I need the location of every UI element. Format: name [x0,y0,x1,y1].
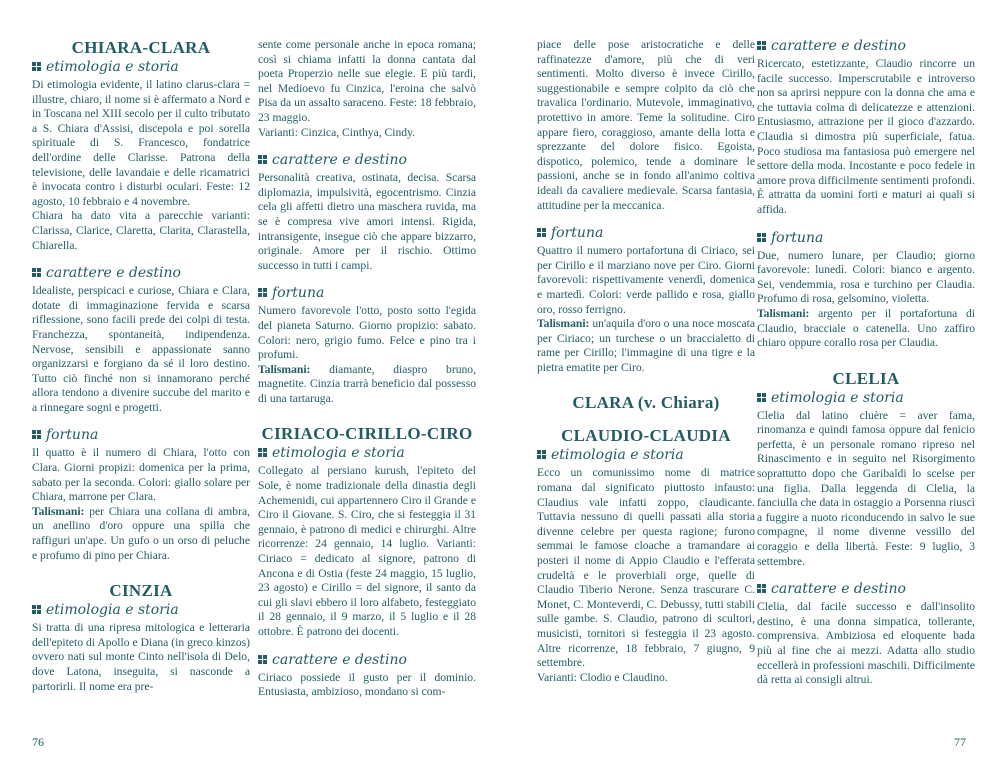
varianti-text: Varianti: Cinzica, Cinthya, Cindy. [258,125,416,139]
etimologia-text: Clelia dal latino cluère = aver fama, rinomanza e quindi famosa oppure dal fenicio perfetta, è un personale romano ripreso nel Rinascimento e in seguito nel Risorgimento soprattutto dopo che Garibaldi lo scelse per una figlia. Dalla leggenda di Clelia, la fanciulla che data in ostaggio a Porsenna riuscì a fuggire a nuoto riconducendo in salvo le sue compagne, il nome divenne vessillo del coraggio e della libertà. Feste: 9 luglio, 3 settembre. [757,408,975,568]
bullet-icon [537,228,546,237]
carattere-text: Ricercato, estetizzante, Claudio rincorre un facile successo. Imperscrutabile e introverso non sa aprirsi neppure con la donna che ama e che tuttavia colma di delicatezze e attenzioni. Entusiasmo, attrazione per il gioco d'azzardo. Claudia si dimostra più superficiale, fatua. Poco studiosa ma fantasiosa può emergere nel settore della moda. Incostante e poco fedele in amore prova difficilmente sentimenti profondi. È attratta da uomini forti e maturi ai quali si affida. [757,57,975,216]
section-heading-etimologia: etimologia e storia [258,445,476,462]
talismani-text: Talismani: diamante, diaspro bruno, magnetite. Cinzia trarrà beneficio dal possesso di una tartaruga. [258,362,476,405]
etimologia-text: Collegato al persiano kurush, l'epiteto del Sole, è nome tradizionale della dinastia degli Achemenidi, cui appartennero Ciro il Grande e Ciro il Giovane. S. Ciro, che si festeggia il 31 gennaio, è patrono di medici e chirurghi. Altre ricorrenze: 24 gennaio, 14 luglio. Varianti: Ciriaco = dedicato al signore, patrono di Ancona e di Ostia (feste 24 maggio, 15 luglio, 23 agosto) e Cirillo = del signore, il santo da cui gli slavi ebbero il loro alfabeto, festeggiato il 28 gennaio, il 9 marzo, il 5 luglio e il 28 ottobre. È patrono dei docenti. [258,464,476,638]
page-number-left: 76 [32,735,44,749]
bullet-icon [258,288,267,297]
entry-title-clelia: CLELIA [832,368,900,388]
carattere-text: Clelia, dal facile successo e dall'insolito destino, è una donna simpatica, tollerante, comprensiva. Ambiziosa ed eloquente bada più al fine che ai mezzi. Adatta allo studio eccellerà in professioni maschili. Difficilmente dà retta ai consigli altrui. [757,600,975,687]
etimologia-text: Ecco un comunissimo nome di matrice romana dal significato piuttosto infausto: Claudius vale infatti zoppo, claudicante. Tuttavia nessuno di quelli passati alla storia divenne celebre per questa ragione; furono semmai le famose cloache a tramandare ai posteri il nome di Appio Claudio e l'efferata crudeltà e le proverbiali orge, quelle di Claudio Tiberio Nerone. Senza trascurare C. Monet, C. Monteverdi, C. Debussy, tutti stabili sulle gambe. S. Claudio, patrono di scultori, musicisti, tornitori si festeggia il 23 agosto. Altre ricorrenze, 18 febbraio, 7 giugno, 9 settembre. [537,466,755,670]
bullet-icon [757,584,766,593]
carattere-text-cont: piace delle pose aristocratiche e delle raffinatezze d'amore, più che di veri sentimenti. Molto diverso è invece Cirillo, suggestionabile e sempre colpito da ciò che travalica l'ordinario. Mutevole, immaginativo, protettivo in amore. Teme la solitudine. Ciro appare fiero, coraggioso, amante della lotta e sprezzante del dolore fisico. Egoista, dispotico, polemico, tende a dominare le passioni, anche se in fondo all'animo coltiva ideali da cavaliere medievale. Scarsa fantasia, attitudine per la meccanica. [537,38,755,212]
bullet-icon [32,605,41,614]
bullet-icon [32,62,41,71]
bullet-icon [32,430,41,439]
bullet-icon [537,450,546,459]
varianti-text: Chiara ha dato vita a parecchie varianti: Clarissa, Clarice, Claretta, Clarita, Clarastella, Chiarella. [32,209,250,252]
entry-title-ciriaco-cirillo-ciro: CIRIACO-CIRILLO-CIRO [261,424,473,444]
section-heading-carattere: carattere e destino [757,581,975,598]
carattere-text: Idealiste, perspicaci e curiose, Chiara e Clara, dotate di immaginazione fervida e scarsa riflessione, sono facili prede dei colpi di testa. Franchezza, spontaneità, indipendenza. Nervose, sensibili e appassionate sanno organizzarsi e forgiano da sé il loro destino. Tutto ciò finché non si innamorano perché allora tendono a divenire succube del marito e a rinnegare sogni e progetti. [32,284,250,414]
section-heading-etimologia: etimologia e storia [757,390,975,407]
varianti-text: Varianti: Clodio e Claudino. [537,670,668,684]
section-heading-etimologia: etimologia e storia [32,59,250,76]
bullet-icon [757,393,766,402]
section-heading-fortuna: fortuna [537,225,755,242]
fortuna-text: Due, numero lunare, per Claudio; giorno favorevole: lunedì. Colori: bianco e argento. Sei, vendemmia, rosa e turchino per Claudia. Profumo di rosa, gelsomino, violetta. [757,248,975,306]
talismani-text: Talismani: per Chiara una collana di ambra, un anellino d'oro oppure una spilla che raffiguri un'ape. Un gufo o un orso di peluche e profumo di pino per Chiara. [32,504,250,562]
section-heading-carattere: carattere e destino [258,152,476,169]
section-heading-fortuna: fortuna [32,427,250,444]
carattere-text: Ciriaco possiede il gusto per il dominio. Entusiasta, ambizioso, mondano si com- [258,670,476,699]
fortuna-text: Quattro il numero portafortuna di Ciriaco, sei per Cirillo e il marziano nove per Ciro. Giorni favorevoli: rispettivamente venerdì, domenica e martedì. Colori: verde pallido e rosa, giallo oro, rosso ferrigno. [537,244,755,316]
entry-title-chiara-clara: CHIARA-CLARA [71,38,211,57]
fortuna-text: Il quatto è il numero di Chiara, l'otto con Clara. Giorni propizi: domenica per la prima, sabato per la seconda. Colori: giallo solare per Chiara, marrone per Clara. [32,446,250,504]
bullet-icon [32,268,41,277]
column-3 [537,38,755,685]
fortuna-text: Numero favorevole l'otto, posto sotto l'egida del pianeta Saturno. Giorno propizio: sabato. Colori: nero, grigio fumo. Felce e pino tra i profumi. [258,304,476,362]
section-heading-fortuna: fortuna [757,230,975,247]
etimologia-text: Di etimologia evidente, il latino clarus-clara = illustre, chiaro, il nome si è affermato a Nord e in Toscana nel XIII secolo per il culto tributato a S. Chiara d'Assisi, discepola e poi sorella spirituale di S. Francesco, fondatrice dell'ordine delle Clarisse. Patrona della televisione, delle lavandaie e delle ricamatrici è invocata contro i disturbi oculari. Feste: 12 agosto, 10 febbraio e 4 novembre. [32,78,250,208]
entry-title-cinzia: CINZIA [109,581,173,601]
carattere-text: Personalità creativa, ostinata, decisa. Scarsa diplomazia, impulsività, egocentrismo. Cinzia cela gli affetti dietro una maschera ruvida, ma se è compresa vive amori intensi. Rigida, intransigente, insegue ciò che appare bizzarro, originale. Amore per il rischio. Ottimo successo in tutti i campi. [258,171,476,272]
section-heading-carattere: carattere e destino [757,38,975,55]
section-heading-carattere: carattere e destino [258,652,476,669]
section-heading-fortuna: fortuna [258,285,476,302]
column-2 [258,38,476,700]
bullet-icon [757,41,766,50]
bullet-icon [258,155,267,164]
column-1 [32,38,250,694]
section-heading-carattere: carattere e destino [32,265,250,282]
bullet-icon [757,233,766,242]
section-heading-etimologia: etimologia e storia [32,602,250,619]
bullet-icon [258,448,267,457]
section-heading-etimologia: etimologia e storia [537,447,755,464]
bullet-icon [258,655,267,664]
entry-title-claudio-claudia: CLAUDIO-CLAUDIA [561,426,731,446]
etimologia-text-cont: sente come personale anche in epoca romana; così si chiama infatti la donna cantata dal poeta Properzio nelle sue elegie. E più tardi, nel Medioevo fu Cinzica, l'eroina che salvò Pisa da un assalto saraceno. Feste: 18 febbraio, 23 maggio. [258,38,476,124]
talismani-text: Talismani: un'aquila d'oro o una noce moscata per Ciriaco; un turchese o un braccialetto di rame per Cirillo; l'immagine di una tigre e la pietra ematite per Ciro. [537,317,755,374]
talismani-text: Talismani: argento per il portafortuna di Claudio, bracciale o catenella. Uno zaffiro chiaro oppure corallo rosa per Claudia. [757,306,975,350]
entry-title-clara-ref: CLARA (v. Chiara) [572,393,720,413]
column-4 [757,38,975,688]
page-number-right: 77 [954,735,966,749]
etimologia-text: Si tratta di una ripresa mitologica e letteraria dell'epiteto di Apollo e Diana (in greco kinzos) ovvero nati sul monte Cinto nell'isola di Delo, dove Latona, inseguita, si nasconde a partorirli. Il nome era pre- [32,621,250,693]
